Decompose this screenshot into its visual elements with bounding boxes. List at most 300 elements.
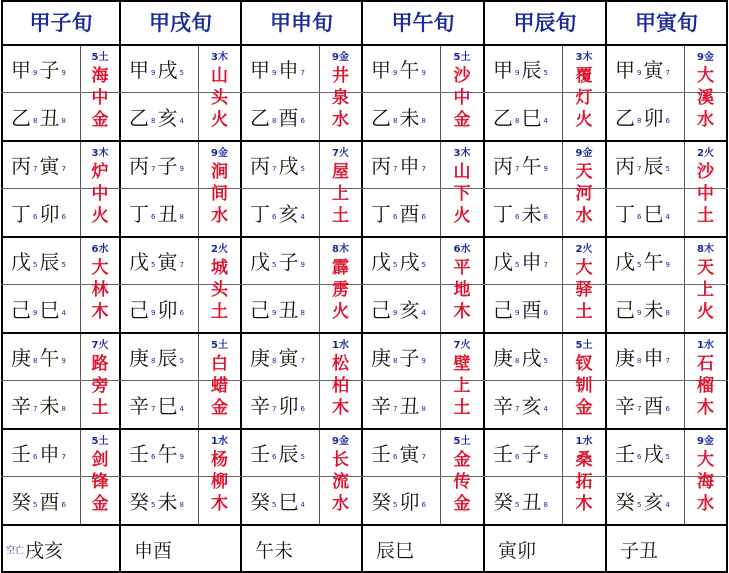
nayin-char: 山 xyxy=(211,66,228,86)
branch-number: 6 xyxy=(665,117,670,125)
stem-number: 7 xyxy=(272,405,277,413)
nayin-char: 上 xyxy=(453,376,471,396)
nayin-element xyxy=(684,336,727,424)
stem-branch-pair xyxy=(120,332,198,380)
heavenly-stem: 甲 xyxy=(11,57,31,82)
heavenly-stem: 辛 xyxy=(250,393,270,418)
branch-number: 9 xyxy=(543,453,548,461)
nayin-char: 金 xyxy=(453,110,471,130)
heavenly-stem: 己 xyxy=(493,297,513,322)
earthly-branch: 子 xyxy=(399,345,420,370)
nayin-char: 水 xyxy=(332,110,349,130)
nayin-char: 木 xyxy=(332,398,349,418)
branch-number: 6 xyxy=(665,405,670,413)
nayin-element xyxy=(198,48,241,136)
stem-branch-pair xyxy=(362,188,440,236)
heavenly-stem: 戊 xyxy=(493,249,513,274)
nayin-element xyxy=(562,432,606,520)
column-header: 甲辰旬 xyxy=(513,11,577,35)
stem-number: 9 xyxy=(637,309,642,317)
stem-number: 6 xyxy=(151,213,156,221)
stem-branch-pair xyxy=(484,476,562,524)
stem-number: 9 xyxy=(272,69,277,77)
stem-number: 9 xyxy=(515,69,520,77)
column-header: 甲午旬 xyxy=(391,11,455,35)
stem-branch-pair xyxy=(120,236,198,284)
nayin-number: 1水 xyxy=(332,340,349,351)
stem-number: 7 xyxy=(33,165,38,173)
nayin-element xyxy=(562,240,606,328)
stem-branch-pair xyxy=(484,188,562,236)
earthly-branch: 卯 xyxy=(643,105,664,130)
nayin-element xyxy=(562,336,606,424)
stem-number: 6 xyxy=(151,453,156,461)
stem-branch-pair xyxy=(2,428,80,476)
branch-number: 8 xyxy=(61,405,66,413)
heavenly-stem: 壬 xyxy=(615,441,635,466)
void-branches xyxy=(484,526,606,572)
nayin-element xyxy=(562,48,606,136)
branch-number: 5 xyxy=(543,357,548,365)
earthly-branch: 午 xyxy=(643,249,664,274)
heavenly-stem: 癸 xyxy=(615,489,635,514)
nayin-char: 土 xyxy=(332,206,349,226)
branch-number: 4 xyxy=(179,405,184,413)
nayin-number: 2火 xyxy=(697,148,714,159)
stem-number: 8 xyxy=(33,357,38,365)
column-header: 甲寅旬 xyxy=(635,11,698,35)
heavenly-stem: 甲 xyxy=(615,57,635,82)
nayin-element xyxy=(440,48,484,136)
stem-branch-pair xyxy=(484,428,562,476)
stem-branch-pair xyxy=(120,284,198,332)
nayin-number: 6水 xyxy=(453,244,471,255)
branch-number: 7 xyxy=(665,69,670,77)
nayin-number: 3木 xyxy=(575,52,593,63)
earthly-branch: 午 xyxy=(39,345,60,370)
earthly-branch: 卯 xyxy=(278,393,299,418)
stem-branch-pair xyxy=(2,188,80,236)
nayin-char: 大 xyxy=(697,450,714,470)
nayin-char: 金 xyxy=(91,494,109,514)
stem-number: 9 xyxy=(393,69,398,77)
nayin-element xyxy=(80,240,120,328)
stem-branch-pair xyxy=(2,140,80,188)
nayin-char: 水 xyxy=(575,206,593,226)
nayin-char: 柏 xyxy=(332,376,349,396)
branch-number: 9 xyxy=(543,165,548,173)
stem-branch-pair xyxy=(362,140,440,188)
nayin-char: 海 xyxy=(697,472,714,492)
stem-number: 8 xyxy=(272,117,277,125)
stem-number: 6 xyxy=(637,213,642,221)
heavenly-stem: 戊 xyxy=(250,249,270,274)
nayin-char: 中 xyxy=(697,184,714,204)
stem-number: 6 xyxy=(33,453,38,461)
nayin-char: 间 xyxy=(211,184,228,204)
stem-branch-pair xyxy=(484,236,562,284)
branch-number: 9 xyxy=(421,357,426,365)
stem-number: 7 xyxy=(151,165,156,173)
nayin-char: 金 xyxy=(211,398,228,418)
stem-branch-pair xyxy=(606,140,684,188)
heavenly-stem: 癸 xyxy=(371,489,391,514)
earthly-branch: 申 xyxy=(39,441,60,466)
branch-number: 5 xyxy=(179,69,184,77)
nayin-element xyxy=(440,336,484,424)
nayin-number: 2火 xyxy=(575,244,593,255)
branch-number: 8 xyxy=(179,213,184,221)
heavenly-stem: 丁 xyxy=(371,201,391,226)
earthly-branch: 寅 xyxy=(643,57,664,82)
branch-number: 6 xyxy=(543,309,548,317)
nayin-number: 5土 xyxy=(211,340,228,351)
stem-number: 6 xyxy=(33,213,38,221)
heavenly-stem: 辛 xyxy=(371,393,391,418)
branch-number: 8 xyxy=(61,117,66,125)
heavenly-stem: 壬 xyxy=(493,441,513,466)
heavenly-stem: 己 xyxy=(129,297,149,322)
heavenly-stem: 丙 xyxy=(11,153,31,178)
heavenly-stem: 甲 xyxy=(250,57,270,82)
nayin-char: 火 xyxy=(697,302,714,322)
nayin-number: 9金 xyxy=(575,148,593,159)
branch-number: 4 xyxy=(665,213,670,221)
stem-number: 5 xyxy=(151,501,156,509)
branch-number: 7 xyxy=(300,69,305,77)
heavenly-stem: 癸 xyxy=(493,489,513,514)
nayin-char: 炉 xyxy=(91,162,109,182)
heavenly-stem: 庚 xyxy=(371,345,391,370)
earthly-branch: 未 xyxy=(521,201,542,226)
nayin-char: 中 xyxy=(91,184,109,204)
branch-number: 8 xyxy=(179,501,184,509)
stem-number: 7 xyxy=(637,405,642,413)
heavenly-stem: 癸 xyxy=(11,489,31,514)
nayin-char: 覆 xyxy=(575,66,593,86)
nayin-char: 泉 xyxy=(332,88,349,108)
earthly-branch: 子 xyxy=(39,57,60,82)
nayin-char: 蜡 xyxy=(211,376,228,396)
nayin-char: 拓 xyxy=(575,472,593,492)
nayin-element xyxy=(684,48,727,136)
earthly-branch: 巳 xyxy=(278,489,299,514)
heavenly-stem: 壬 xyxy=(371,441,391,466)
earthly-branch: 戌 xyxy=(643,441,664,466)
stem-number: 7 xyxy=(151,405,156,413)
earthly-branch: 未 xyxy=(39,393,60,418)
stem-number: 7 xyxy=(393,405,398,413)
earthly-branch: 丑 xyxy=(278,297,299,322)
stem-number: 6 xyxy=(272,453,277,461)
nayin-char: 杨 xyxy=(211,450,228,470)
earthly-branch: 午 xyxy=(399,57,420,82)
heavenly-stem: 庚 xyxy=(250,345,270,370)
earthly-branch: 卯 xyxy=(39,201,60,226)
earthly-branch: 辰 xyxy=(39,249,60,274)
stem-branch-pair xyxy=(484,284,562,332)
branch-number: 4 xyxy=(300,501,305,509)
branch-number: 4 xyxy=(421,309,426,317)
earthly-branch: 申 xyxy=(278,57,299,82)
void-value: 寅卯 xyxy=(498,539,537,562)
stem-number: 8 xyxy=(393,357,398,365)
earthly-branch: 亥 xyxy=(157,105,178,130)
stem-branch-pair xyxy=(120,428,198,476)
nayin-element xyxy=(684,240,727,328)
nayin-element xyxy=(319,432,362,520)
stem-branch-pair xyxy=(484,44,562,92)
branch-number: 6 xyxy=(421,213,426,221)
nayin-element xyxy=(80,48,120,136)
branch-number: 9 xyxy=(61,357,66,365)
nayin-char: 木 xyxy=(91,302,109,322)
stem-number: 8 xyxy=(151,357,156,365)
stem-branch-pair xyxy=(362,332,440,380)
nayin-element xyxy=(80,432,120,520)
earthly-branch: 申 xyxy=(643,345,664,370)
nayin-char: 霹 xyxy=(332,258,349,278)
nayin-number: 1水 xyxy=(697,340,714,351)
stem-branch-pair xyxy=(484,140,562,188)
branch-number: 5 xyxy=(61,261,66,269)
nayin-char: 桑 xyxy=(575,450,593,470)
nayin-char: 海 xyxy=(91,66,109,86)
nayin-element xyxy=(80,336,120,424)
stem-branch-pair xyxy=(484,380,562,428)
nayin-char: 中 xyxy=(453,88,471,108)
stem-number: 6 xyxy=(515,213,520,221)
branch-number: 9 xyxy=(179,453,184,461)
nayin-char: 火 xyxy=(453,206,471,226)
stem-branch-pair xyxy=(120,140,198,188)
branch-number: 5 xyxy=(179,357,184,365)
nayin-char: 金 xyxy=(91,110,109,130)
nayin-char: 榴 xyxy=(697,376,714,396)
nayin-char: 钏 xyxy=(575,376,593,396)
heavenly-stem: 庚 xyxy=(11,345,31,370)
stem-number: 7 xyxy=(393,165,398,173)
nayin-char: 溪 xyxy=(697,88,714,108)
heavenly-stem: 辛 xyxy=(11,393,31,418)
earthly-branch: 子 xyxy=(521,441,542,466)
nayin-element xyxy=(684,432,727,520)
nayin-char: 松 xyxy=(332,354,349,374)
stem-branch-pair xyxy=(241,140,319,188)
branch-number: 9 xyxy=(61,69,66,77)
earthly-branch: 戌 xyxy=(157,57,178,82)
stem-branch-pair xyxy=(606,236,684,284)
nayin-char: 雳 xyxy=(332,280,349,300)
nayin-char: 水 xyxy=(697,494,714,514)
heavenly-stem: 乙 xyxy=(11,105,31,130)
branch-number: 4 xyxy=(300,213,305,221)
stem-number: 8 xyxy=(393,117,398,125)
nayin-element xyxy=(684,144,727,232)
nayin-char: 头 xyxy=(211,280,228,300)
stem-branch-pair xyxy=(120,44,198,92)
nayin-char: 平 xyxy=(453,258,471,278)
earthly-branch: 酉 xyxy=(521,297,542,322)
stem-number: 7 xyxy=(637,165,642,173)
nayin-char: 井 xyxy=(332,66,349,86)
earthly-branch: 巳 xyxy=(39,297,60,322)
nayin-char: 剑 xyxy=(91,450,109,470)
heavenly-stem: 丁 xyxy=(615,201,635,226)
heavenly-stem: 丙 xyxy=(250,153,270,178)
heavenly-stem: 辛 xyxy=(493,393,513,418)
nayin-number: 6水 xyxy=(91,244,109,255)
nayin-char: 地 xyxy=(453,280,471,300)
branch-number: 7 xyxy=(61,165,66,173)
stem-branch-pair xyxy=(241,188,319,236)
stem-branch-pair xyxy=(606,332,684,380)
stem-branch-pair xyxy=(120,380,198,428)
nayin-char: 火 xyxy=(91,206,109,226)
nayin-element xyxy=(198,336,241,424)
nayin-char: 河 xyxy=(575,184,593,204)
heavenly-stem: 己 xyxy=(371,297,391,322)
stem-branch-pair xyxy=(241,476,319,524)
earthly-branch: 辰 xyxy=(643,153,664,178)
branch-number: 5 xyxy=(300,165,305,173)
nayin-char: 壁 xyxy=(453,354,471,374)
branch-number: 9 xyxy=(179,165,184,173)
branch-number: 7 xyxy=(61,453,66,461)
nayin-char: 金 xyxy=(453,450,471,470)
earthly-branch: 子 xyxy=(278,249,299,274)
heavenly-stem: 乙 xyxy=(615,105,635,130)
heavenly-stem: 丙 xyxy=(615,153,635,178)
heavenly-stem: 丁 xyxy=(11,201,31,226)
branch-number: 5 xyxy=(665,165,670,173)
earthly-branch: 寅 xyxy=(157,249,178,274)
branch-number: 9 xyxy=(300,261,305,269)
branch-number: 7 xyxy=(421,453,426,461)
nayin-number: 5土 xyxy=(453,436,471,447)
branch-number: 7 xyxy=(179,261,184,269)
stem-branch-pair xyxy=(484,92,562,140)
stem-branch-pair xyxy=(362,44,440,92)
stem-branch-pair xyxy=(241,236,319,284)
nayin-char: 土 xyxy=(575,302,593,322)
stem-number: 8 xyxy=(637,357,642,365)
nayin-char: 金 xyxy=(575,398,593,418)
stem-number: 5 xyxy=(151,261,156,269)
heavenly-stem: 丙 xyxy=(129,153,149,178)
nayin-char: 下 xyxy=(453,184,471,204)
nayin-char: 大 xyxy=(91,258,109,278)
nayin-char: 屋 xyxy=(332,162,349,182)
heavenly-stem: 己 xyxy=(11,297,31,322)
heavenly-stem: 癸 xyxy=(250,489,270,514)
stem-branch-pair xyxy=(606,92,684,140)
stem-branch-pair xyxy=(241,428,319,476)
branch-number: 8 xyxy=(421,405,426,413)
stem-branch-pair xyxy=(606,380,684,428)
nayin-char: 土 xyxy=(453,398,471,418)
earthly-branch: 戌 xyxy=(521,345,542,370)
heavenly-stem: 庚 xyxy=(129,345,149,370)
nayin-number: 7火 xyxy=(332,148,349,159)
branch-number: 6 xyxy=(300,117,305,125)
column-header: 甲子旬 xyxy=(29,11,93,35)
stem-branch-pair xyxy=(484,332,562,380)
stem-number: 9 xyxy=(33,309,38,317)
heavenly-stem: 己 xyxy=(615,297,635,322)
nayin-char: 涧 xyxy=(211,162,228,182)
nayin-char: 流 xyxy=(332,472,349,492)
stem-branch-pair xyxy=(241,284,319,332)
branch-number: 8 xyxy=(421,117,426,125)
nayin-element xyxy=(562,144,606,232)
stem-number: 5 xyxy=(515,261,520,269)
nayin-char: 火 xyxy=(332,302,349,322)
heavenly-stem: 乙 xyxy=(250,105,270,130)
branch-number: 6 xyxy=(300,405,305,413)
nayin-char: 钗 xyxy=(575,354,593,374)
heavenly-stem: 庚 xyxy=(493,345,513,370)
stem-branch-pair xyxy=(241,44,319,92)
stem-branch-pair xyxy=(2,284,80,332)
earthly-branch: 卯 xyxy=(157,297,178,322)
nayin-char: 金 xyxy=(453,494,471,514)
branch-number: 9 xyxy=(665,261,670,269)
stem-branch-pair xyxy=(2,380,80,428)
stem-number: 8 xyxy=(272,357,277,365)
stem-branch-pair xyxy=(362,236,440,284)
stem-number: 8 xyxy=(515,357,520,365)
stem-number: 5 xyxy=(272,501,277,509)
nayin-char: 上 xyxy=(332,184,349,204)
void-branches xyxy=(241,526,362,572)
earthly-branch: 子 xyxy=(157,153,178,178)
nayin-element xyxy=(319,240,362,328)
nayin-char: 沙 xyxy=(697,162,714,182)
heavenly-stem: 戊 xyxy=(371,249,391,274)
heavenly-stem: 乙 xyxy=(129,105,149,130)
nayin-char: 白 xyxy=(211,354,228,374)
nayin-char: 锋 xyxy=(91,472,109,492)
stem-number: 5 xyxy=(393,261,398,269)
earthly-branch: 辰 xyxy=(278,441,299,466)
nayin-char: 柳 xyxy=(211,472,228,492)
heavenly-stem: 庚 xyxy=(615,345,635,370)
branch-number: 6 xyxy=(421,501,426,509)
branch-number: 7 xyxy=(300,357,305,365)
stem-number: 6 xyxy=(393,213,398,221)
nayin-char: 长 xyxy=(332,450,349,470)
earthly-branch: 丑 xyxy=(521,489,542,514)
stem-number: 5 xyxy=(515,501,520,509)
stem-number: 6 xyxy=(393,453,398,461)
branch-number: 4 xyxy=(61,309,66,317)
nayin-element xyxy=(319,144,362,232)
earthly-branch: 未 xyxy=(157,489,178,514)
nayin-char: 水 xyxy=(697,110,714,130)
heavenly-stem: 辛 xyxy=(615,393,635,418)
nayin-element xyxy=(440,432,484,520)
stem-number: 5 xyxy=(272,261,277,269)
earthly-branch: 亥 xyxy=(521,393,542,418)
nayin-char: 土 xyxy=(91,398,109,418)
earthly-branch: 巳 xyxy=(157,393,178,418)
nayin-number: 9金 xyxy=(211,148,228,159)
heavenly-stem: 壬 xyxy=(11,441,31,466)
stem-number: 8 xyxy=(637,117,642,125)
earthly-branch: 戌 xyxy=(399,249,420,274)
stem-branch-pair xyxy=(606,284,684,332)
